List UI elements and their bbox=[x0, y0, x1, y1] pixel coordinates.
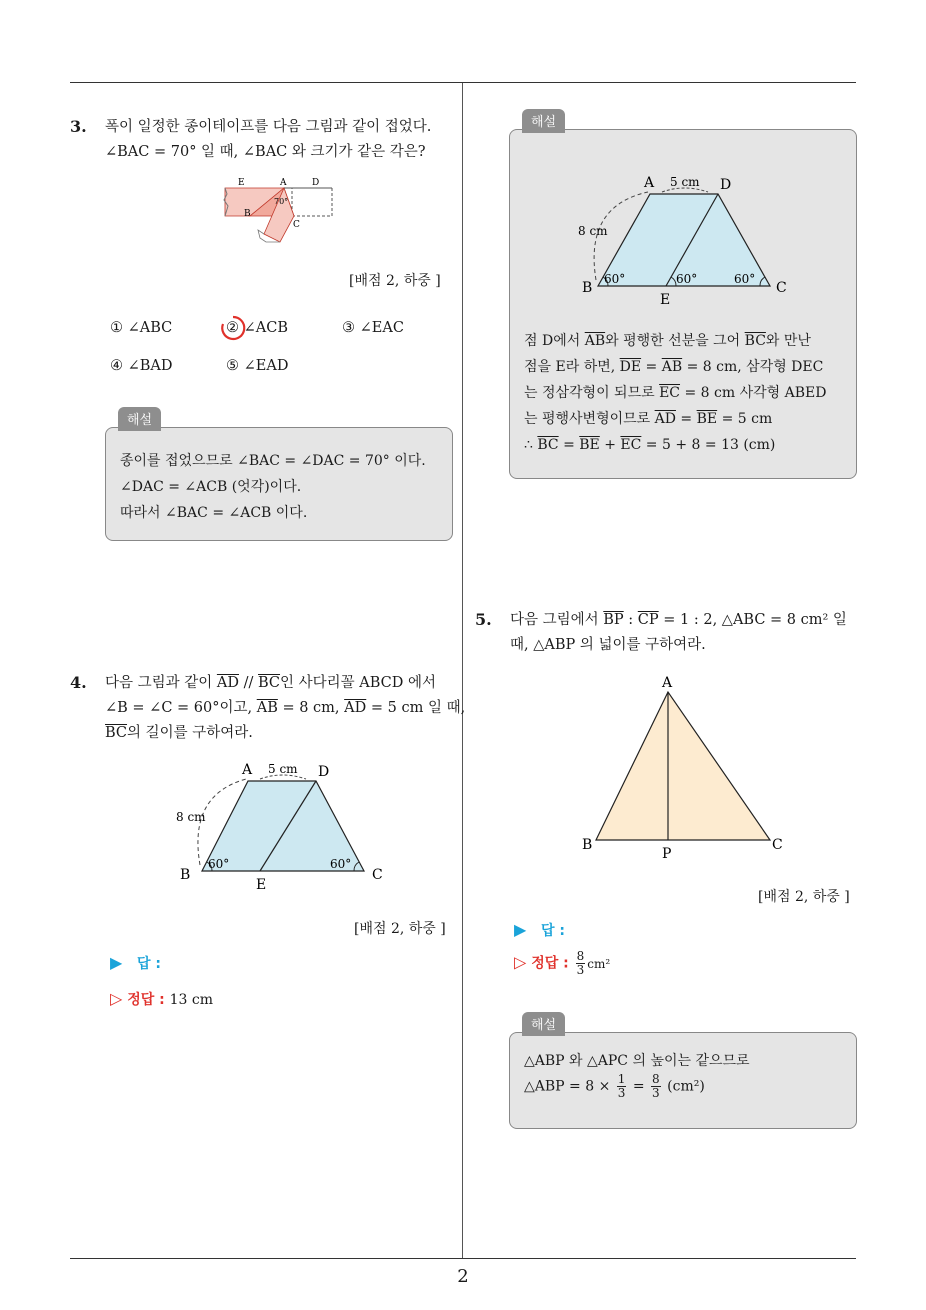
fig-angle-70: 70° bbox=[274, 197, 289, 206]
q5-text bbox=[510, 608, 847, 658]
fig4-label-B: B bbox=[180, 867, 191, 883]
fig4-angle-B: 60° bbox=[208, 857, 230, 871]
fig4-label-D: D bbox=[318, 764, 330, 780]
correct-arrow-icon: ▷ bbox=[514, 952, 527, 972]
q5-solution-box bbox=[509, 1018, 857, 1129]
sol4-side-length: 8 cm bbox=[578, 224, 608, 238]
sol4-line3: 는 정삼각형이 되므로 $\overline{EC} = 8$ cm 사각형 ABED bbox=[524, 385, 827, 401]
correct-arrow-icon: ▷ bbox=[110, 989, 123, 1008]
q5-solution-tab: 해설 bbox=[522, 1012, 565, 1036]
q3-number: 3. bbox=[70, 117, 87, 136]
sol4-label-B: B bbox=[582, 280, 593, 296]
q4-correct-label: 정답 : bbox=[127, 992, 165, 1008]
page-number: 2 bbox=[457, 1266, 469, 1287]
fig4-side-length: 8 cm bbox=[176, 810, 206, 824]
tape-dashed-part bbox=[292, 188, 332, 216]
fig5-label-A: A bbox=[662, 675, 673, 691]
q5-score: [배점 2, 하중 ] bbox=[758, 889, 850, 905]
q4-correct-row bbox=[110, 989, 213, 1009]
q3-line2: ∠BAC = 70° 일 때, ∠BAC 와 크기가 같은 각은? bbox=[105, 144, 426, 160]
q4-text bbox=[105, 671, 465, 746]
q5-answer-row bbox=[514, 920, 565, 940]
q3-sol-line2: ∠DAC = ∠ACB (엇각)이다. bbox=[120, 479, 302, 495]
fig5-label-P: P bbox=[662, 846, 672, 862]
q5-correct-row bbox=[514, 950, 610, 977]
sol4-label-A: A bbox=[644, 175, 655, 191]
frac-8-3: $\frac{8}{3}$ bbox=[652, 1072, 660, 1100]
sol4-line2: 점을 E라 하면, $\overline{DE} = \overline{AB} = 8$ cm, 삼각형 DEC bbox=[524, 359, 824, 375]
selected-choice-circle bbox=[219, 314, 247, 342]
frac-1-3: $\frac{1}{3}$ bbox=[617, 1072, 626, 1100]
q5-figure bbox=[578, 668, 798, 868]
q5-sol-line1: △ABP 와 △APC 의 높이는 같으므로 bbox=[524, 1053, 750, 1069]
q3-choice-3[interactable]: ③ ∠EAC bbox=[342, 320, 404, 336]
q4-line2: ∠B = ∠C = 60°이고, $\overline{AB} = 8$ cm, $\overline{AD} = 5$ cm 일 때, bbox=[105, 700, 466, 716]
fig4-label-C: C bbox=[372, 867, 383, 883]
q5-answer-fraction: $\frac{8}{3}$ bbox=[576, 949, 585, 977]
q5-line1: 다음 그림에서 $\overline{BP}$ : $\overline{CP} = 1$ : 2, △ABC = 8 cm² 일 bbox=[510, 612, 847, 628]
fig5-label-B: B bbox=[582, 837, 593, 853]
fig-label-C: C bbox=[293, 220, 300, 230]
sol4-label-D: D bbox=[720, 177, 732, 193]
q4-figure bbox=[170, 755, 400, 895]
fig4-label-A: A bbox=[242, 762, 253, 778]
q3-score: [배점 2, 하중 ] bbox=[349, 273, 441, 289]
q3-line1: 폭이 일정한 종이테이프를 다음 그림과 같이 접었다. bbox=[105, 119, 432, 135]
sol4-label-E: E bbox=[660, 292, 671, 308]
triangle-ABC bbox=[596, 692, 770, 840]
q4-answer-label: 답 : bbox=[136, 956, 161, 972]
sol4-line5: ∴ $\overline{BC} = \overline{BE} + \overline{EC} = 5 + 8 = 13$ (cm) bbox=[524, 437, 776, 453]
q3-text bbox=[105, 115, 431, 165]
sol4-angle-B: 60° bbox=[604, 272, 626, 286]
sol4-figure bbox=[570, 170, 810, 310]
q3-choice-2[interactable]: ② ∠ACB bbox=[226, 320, 288, 336]
q5-correct-value: $\frac{8}{3}$ cm² bbox=[576, 949, 611, 977]
fig5-label-C: C bbox=[772, 837, 783, 853]
q4-correct-value: 13 cm bbox=[169, 992, 213, 1008]
q5-number: 5. bbox=[475, 610, 492, 629]
q3-solution-tab: 해설 bbox=[118, 407, 161, 431]
fig4-angle-C: 60° bbox=[330, 857, 352, 871]
q3-sol-line3: 따라서 ∠BAC = ∠ACB 이다. bbox=[120, 505, 308, 521]
fig-label-A: A bbox=[280, 178, 287, 188]
fig-label-E: E bbox=[238, 178, 245, 188]
fig4-top-length: 5 cm bbox=[268, 762, 298, 776]
sol4-angle-C: 60° bbox=[734, 272, 756, 286]
fig4-label-E: E bbox=[256, 877, 267, 893]
q5-answer-label: 답 : bbox=[540, 923, 565, 939]
q5-correct-label: 정답 : bbox=[531, 955, 569, 972]
red-circle-mark bbox=[222, 317, 244, 339]
sol4-angle-E: 60° bbox=[676, 272, 698, 286]
fig-label-B: B bbox=[244, 209, 251, 219]
q5-line2: 때, △ABP 의 넓이를 구하여라. bbox=[510, 637, 706, 653]
q4-number: 4. bbox=[70, 673, 87, 692]
sol4-line4: 는 평행사변형이므로 $\overline{AD} = \overline{BE} = 5$ cm bbox=[524, 411, 773, 427]
sol4-label-C: C bbox=[776, 280, 787, 296]
q3-figure bbox=[222, 172, 342, 252]
q5-sol-line2: △ABP = 8 × $\frac{1}{3}$ = $\frac{8}{3}$ (cm²) bbox=[524, 1072, 705, 1100]
q4-score: [배점 2, 하중 ] bbox=[354, 921, 446, 937]
sol4-top-length: 5 cm bbox=[670, 175, 700, 189]
q4-solution-box bbox=[509, 115, 857, 479]
q4-line3: $\overline{BC}$의 길이를 구하여라. bbox=[105, 725, 253, 741]
bottom-rule bbox=[70, 1258, 856, 1259]
q4-solution-tab: 해설 bbox=[522, 109, 565, 133]
fig-label-D: D bbox=[312, 178, 320, 188]
q4-answer-row bbox=[110, 953, 161, 973]
answer-arrow-icon: ▶ bbox=[110, 953, 123, 972]
q4-line1: 다음 그림과 같이 $\overline{AD} // \overline{BC}$인 사다리꼴 ABCD 에서 bbox=[105, 675, 437, 691]
q3-sol-line1: 종이를 접었으므로 ∠BAC = ∠DAC = 70° 이다. bbox=[120, 453, 426, 469]
q3-choice-1[interactable]: ① ∠ABC bbox=[110, 320, 173, 336]
sol4-line1: 점 D에서 $\overline{AB}$와 평행한 선분을 그어 $\overline{BC}$와 만난 bbox=[524, 333, 811, 349]
top-rule bbox=[70, 82, 856, 83]
answer-arrow-icon: ▶ bbox=[514, 920, 527, 939]
q3-choice-5[interactable]: ⑤ ∠EAD bbox=[226, 358, 289, 374]
q3-solution-box bbox=[105, 413, 453, 541]
q3-choice-4[interactable]: ④ ∠BAD bbox=[110, 358, 173, 374]
